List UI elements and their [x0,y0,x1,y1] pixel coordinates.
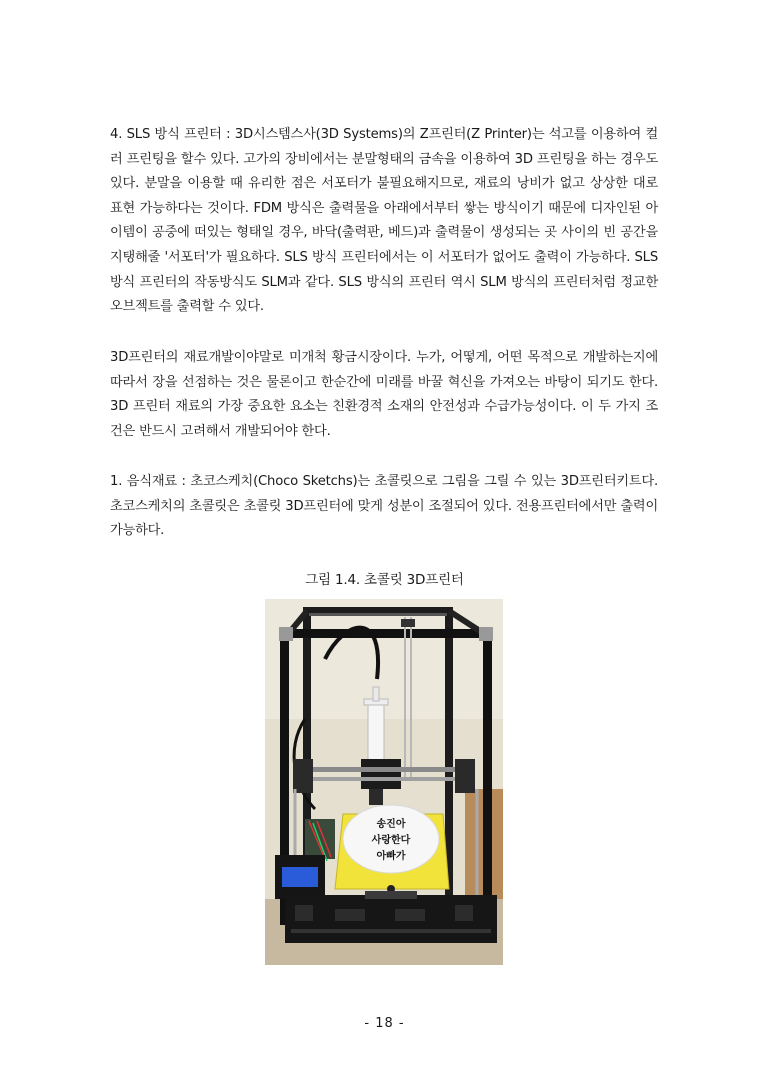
chocolate-3d-printer-photo [265,599,503,965]
plate-text-line2: 사랑한다 [371,835,411,846]
figure-caption: 그림 1.4. 초콜릿 3D프린터 [305,572,464,588]
paragraph-sls-printer: 4. SLS 방식 프린터 : 3D시스템스사(3D Systems)의 Z프린터(Z Printer)는 석고를 이용하여 컬러 프린팅을 할수 있다. 고가의 장비에서는 분말형태의 금속을 이용하여 3D 프린팅을 하는 경우도 있다. 분말을 이용할 때 유리한 점은 서포터가 불필요해지므로, 재료의 낭비가 없고 상상한 대로 표현 가능하다는 것이다. FDM 방식은 출력물을 아래에서부터 쌓는 방식이기 때문에 디자인된 아이템이 공중에 떠있는 형태일 경우, 바닥(출력판, 베드)과 출력물이 생성되는 곳 사이의 빈 공간을 지탱해줄 '서포터'가 필요하다. SLS 방식 프린터에서는 이 서포터가 없어도 출력이 가능하다. SLS 방식 프린터의 작동방식도 SLM과 같다. SLS 방식의 프린터 역시 SLM 방식의 프린터처럼 정교한 오브젝트를 출력할 수 있다. [110,127,658,315]
paragraph-food-material: 1. 음식재료 : 초코스케치(Choco Sketchs)는 초콜릿으로 그림을 그릴 수 있는 3D프린터키트다. 초코스케치의 초콜릿은 초콜릿 3D프린터에 맞게 성분이 조절되어 있다. 전용프린터에서만 출력이 가능하다. [110,474,658,539]
plate-text-line3: 아빠가 [376,851,406,862]
page-number: - 18 - [364,1016,405,1031]
paragraph-material-development: 3D프린터의 재료개발이야말로 미개척 황금시장이다. 누가, 어떻게, 어떤 목적으로 개발하는지에 따라서 장을 선점하는 것은 물론이고 한순간에 미래를 바꿀 혁신을 가져오는 바탕이 되기도 한다. 3D 프린터 재료의 가장 중요한 요소는 친환경적 소재의 안전성과 수급가능성이다. 이 두 가지 조건은 반드시 고려해서 개발되어야 한다. [110,350,658,439]
plate-text-line1: 송진아 [376,819,406,830]
